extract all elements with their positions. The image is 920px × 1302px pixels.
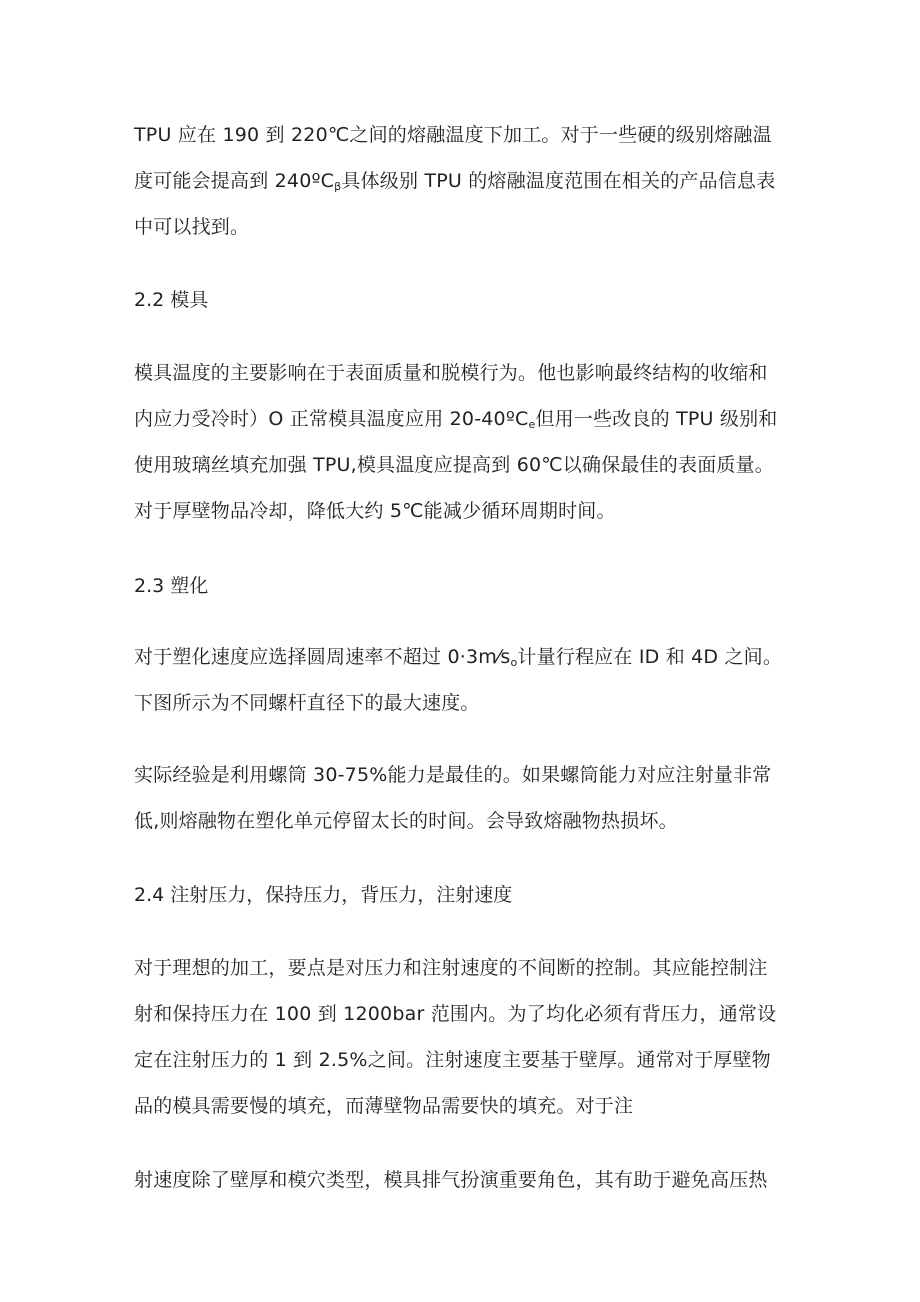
section-2-4-paragraph-1 — [134, 945, 814, 1129]
text-line: 定在注射压力的 1 到 2.5%之间。注射速度主要基于壁厚。通常对于厚壁物 — [134, 1049, 771, 1071]
subscript: o — [510, 656, 518, 669]
section-heading: 2.4 注射压力，保持压力，背压力，注射速度 — [134, 884, 513, 906]
text-fragment: 计量行程应在 ID 和 4D 之间。 — [517, 646, 783, 668]
text-fragment: 但用一些改良的 TPU 级别和 — [535, 408, 778, 430]
section-2-3-paragraph-2 — [134, 752, 814, 844]
text-line: 对于厚壁物品冷却，降低大约 5℃能减少循环周期时间。 — [134, 500, 616, 522]
text-fragment: 内应力受冷时）O 正常模具温度应用 20-40ºC — [134, 408, 529, 430]
section-heading: 2.2 模具 — [134, 289, 209, 311]
text-line: 实际经验是利用螺筒 30-75%能力是最佳的。如果螺筒能力对应注射量非常 — [134, 764, 772, 786]
section-heading: 2.3 塑化 — [134, 575, 209, 597]
text-line: 下图所示为不同螺杆直径下的最大速度。 — [134, 692, 480, 714]
subscript: β — [334, 180, 342, 193]
section-2-2-paragraph — [134, 350, 814, 534]
intro-paragraph — [134, 112, 814, 250]
text-line: 模具温度的主要影响在于表面质量和脱模行为。他也影响最终结构的收缩和 — [134, 362, 768, 384]
text-line: 射和保持压力在 100 到 1200bar 范围内。为了均化必须有背压力，通常设 — [134, 1003, 777, 1025]
text-line — [134, 634, 814, 680]
section-2-3-paragraph-1 — [134, 634, 814, 726]
text-line: 对于理想的加工，要点是对压力和注射速度的不间断的控制。其应能控制注 — [134, 957, 768, 979]
text-line: 低,则熔融物在塑化单元停留太长的时间。会导致熔融物热损坏。 — [134, 810, 678, 832]
text-fragment: 具体级别 TPU 的熔融温度范围在相关的产品信息表 — [341, 170, 776, 192]
text-fragment: 对于塑化速度应选择圆周速率不超过 0·3m⁄s — [134, 646, 511, 668]
text-line: 中可以找到。 — [134, 216, 250, 238]
text-line: TPU 应在 190 到 220℃之间的熔融温度下加工。对于一些硬的级别熔融温 — [134, 124, 772, 146]
text-fragment: 度可能会提高到 240ºC — [134, 170, 335, 192]
text-line: 射速度除了壁厚和模穴类型，模具排气扮演重要角色，其有助于避免高压热 — [134, 1169, 768, 1191]
text-line — [134, 158, 814, 204]
subscript: e — [528, 418, 536, 431]
text-line: 品的模具需要慢的填充，而薄壁物品需要快的填充。对于注 — [134, 1095, 634, 1117]
section-2-4-paragraph-2 — [134, 1157, 814, 1203]
text-line: 使用玻璃丝填充加强 TPU,模具温度应提高到 60℃以确保最佳的表面质量。 — [134, 454, 775, 476]
text-line — [134, 396, 814, 442]
